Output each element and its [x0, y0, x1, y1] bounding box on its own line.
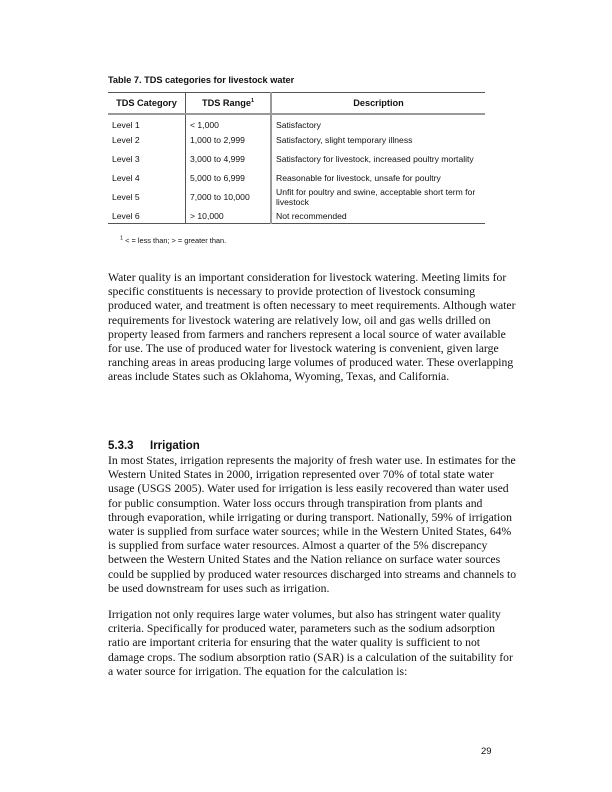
cell-category: Level 2 [112, 134, 140, 145]
cell-range: 7,000 to 10,000 [186, 185, 272, 209]
cell-category: Level 6 [108, 209, 186, 224]
cell-description: Satisfactory [271, 114, 485, 133]
cell-description: Unfit for poultry and swine, acceptable short term for livestock [271, 185, 485, 209]
cell-description: Not recommended [271, 209, 485, 224]
cell-range: < 1,000 [186, 114, 272, 133]
table-row [108, 133, 485, 147]
cell-description: Satisfactory, slight temporary illness [271, 133, 485, 147]
footnote-text: < = less than; > = greater than. [125, 236, 227, 245]
section-heading [108, 440, 200, 452]
cell-range: 1,000 to 2,999 [186, 133, 272, 147]
cell-range: > 10,000 [186, 209, 272, 224]
section-title: Irrigation [150, 440, 200, 452]
header-tds-range-label: TDS Range [201, 98, 251, 108]
header-description: Description [271, 93, 485, 115]
tds-categories-table [108, 92, 485, 224]
cell-category: Level 1 [112, 119, 140, 130]
table-footnote [120, 236, 226, 245]
table-caption: Table 7. TDS categories for livestock water [108, 75, 295, 85]
table-row [108, 114, 485, 133]
cell-description: Satisfactory for livestock, increased poultry mortality [271, 147, 485, 171]
page-number: 29 [481, 746, 492, 757]
table-row [108, 209, 485, 224]
cell-category: Level 3 [112, 153, 140, 164]
footnote-marker: 1 [120, 235, 124, 242]
table-row [108, 171, 485, 185]
cell-description: Reasonable for livestock, unsafe for poultry [271, 171, 485, 185]
header-tds-range [186, 93, 272, 115]
paragraph-irrigation-2: Irrigation not only requires large water volumes, but also has stringent water quality criteria. Specifically for produced water, parameters such as the sodium adsorption ratio are important criteria for ensuring that the water quality is sufficient to not damage crops. The sodium absorption ratio (SAR) is a calculation of the suitability for a water source for irrigation. The equation for the calculation is: [108, 608, 513, 678]
cell-range: 5,000 to 6,999 [186, 171, 272, 185]
section-number: 5.3.3 [108, 440, 134, 452]
table-row [108, 185, 485, 209]
table-header-row [108, 93, 485, 115]
header-tds-category: TDS Category [108, 93, 186, 115]
cell-category: Level 5 [112, 191, 140, 202]
paragraph-irrigation-1: In most States, irrigation represents the majority of fresh water use. In estimates for the Western United States in 2000, irrigation represented over 70% of total state water usage (USGS 2005). Water used for irrigation is less easily recovered than water used for public consumption. Water loss occurs through transpiration from plants and through evaporation, while irrigating or during transport. Nationally, 59% of irrigation water is supplied from surface water sources; while in the Western United States, 64% is supplied from surface water resources. Almost a quarter of the 5% discrepancy between the Western United States and the Nation reliance on surface water sources could be supplied by produced water resources discharged into streams and channels to be used downstream for uses such as irrigation. [108, 454, 517, 595]
cell-range: 3,000 to 4,999 [186, 147, 272, 171]
paragraph-livestock: Water quality is an important consideration for livestock watering. Meeting limits for specific constituents is necessary to provide protection of livestock consuming produced water, and treatment is often necessary to meet requirements. Although water requirements for livestock watering are relatively low, oil and gas wells drilled on property leased from farmers and ranchers represent a local source of water available for use. The use of produced water for livestock watering is convenient, given large ranching areas in areas producing large volumes of produced water. These overlapping areas include States such as Oklahoma, Wyoming, Texas, and California. [108, 271, 516, 384]
footnote-marker: 1 [250, 97, 255, 104]
cell-category: Level 4 [112, 172, 140, 183]
table-row [108, 147, 485, 171]
